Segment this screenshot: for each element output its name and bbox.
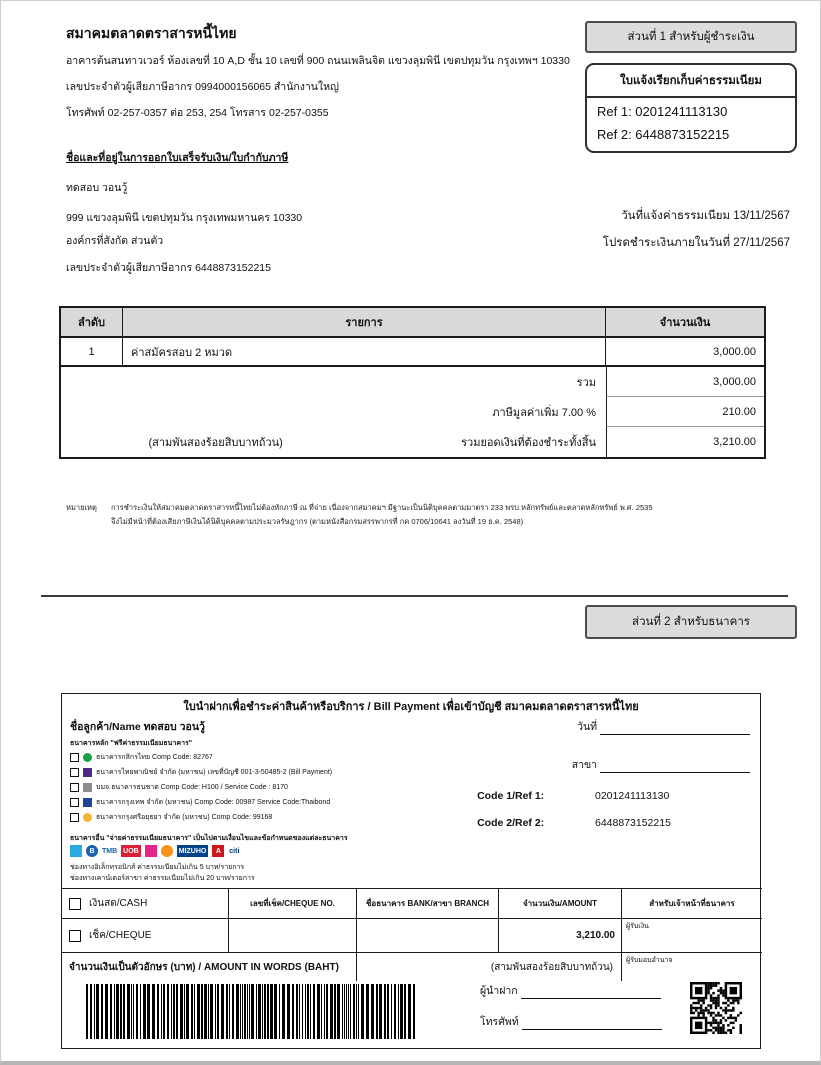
- customer-name: ทดสอบ วอนวู้: [143, 721, 205, 733]
- cheque-row: [61, 919, 762, 953]
- item-no: 1: [61, 338, 123, 365]
- summary-amount: 3,000.00: [606, 367, 764, 397]
- bank-logo: A: [212, 845, 224, 857]
- cash-cell: [61, 889, 229, 918]
- part2-badge: ส่วนที่ 2 สำหรับธนาคาร: [585, 605, 797, 639]
- cheque-cell: [61, 919, 229, 952]
- summary-row-vat: [61, 397, 764, 427]
- phone-field: [480, 1013, 662, 1030]
- main-bank-note: ธนาคารหลัก "ฟรีค่าธรรมเนียมธนาคาร": [70, 740, 193, 747]
- payment-method-table: [61, 888, 762, 981]
- bay-bank-logo: [161, 845, 173, 857]
- citi-bank-logo: citi: [229, 847, 240, 855]
- amount-header: จำนวนเงิน/AMOUNT: [499, 889, 622, 918]
- date-label: วันที่: [577, 721, 598, 733]
- tmb-bank-logo: TMB: [102, 847, 118, 855]
- footnote: [66, 501, 766, 530]
- amount-words-row: [61, 953, 762, 981]
- date-field: [577, 718, 750, 735]
- gsb-bank-logo: [145, 845, 157, 857]
- krungsri-bank-icon: [83, 813, 92, 822]
- cash-label: เงินสด/CASH: [89, 898, 148, 909]
- branch-blank-line: [600, 762, 750, 773]
- org-tax-id: เลขประจำตัวผู้เสียภาษีอากร 0994000156065 สำนักงานใหญ่: [66, 81, 339, 93]
- payer-section-title: ชื่อและที่อยู่ในการออกใบเสร็จรับเงิน/ใบกำกับภาษี: [66, 152, 289, 164]
- bank-branch-header: ชื่อธนาคาร BANK/สาขา BRANCH: [357, 889, 499, 918]
- item-description: ค่าสมัครสอบ 2 หมวด: [123, 338, 606, 365]
- bank-option-kasikorn: [70, 750, 332, 765]
- table-summary: [61, 367, 764, 457]
- summary-row-grand-total: [61, 427, 764, 457]
- mizuho-bank-logo: MIZUHO: [177, 845, 209, 857]
- payer-name: ทดสอบ วอนวู้: [66, 182, 128, 194]
- summary-amount: 210.00: [606, 397, 764, 427]
- summary-label: รวมยอดเงินที่ต้องชำระทั้งสิ้น: [461, 437, 596, 449]
- item-amount: 3,000.00: [713, 345, 756, 358]
- cheque-no-header: เลขที่เช็ค/CHEQUE NO.: [229, 889, 357, 918]
- date-blank-line: [600, 724, 750, 735]
- tear-divider-line: [41, 595, 788, 597]
- summary-label: รวม: [576, 377, 596, 389]
- code2-label: Code 2/Ref 2:: [477, 817, 545, 829]
- table-header-row: [61, 308, 764, 338]
- ref-box: [585, 63, 797, 153]
- summary-label: ภาษีมูลค่าเพิ่ม 7.00 %: [492, 407, 596, 419]
- bank-checkbox[interactable]: [70, 753, 79, 762]
- bank-checkbox[interactable]: [70, 783, 79, 792]
- payer-organization: องค์กรที่สังกัด ส่วนตัว: [66, 235, 164, 247]
- uob-bank-logo: UOB: [121, 845, 141, 857]
- depositor-field: [480, 982, 662, 999]
- fee-note-electronic: ช่องทางอิเล็กทรอนิกส์ ค่าธรรมเนียมไม่เกิน 5 บาท/รายการ: [70, 864, 245, 871]
- summary-amount: 3,210.00: [606, 427, 764, 457]
- bank-option-thanachart: [70, 780, 332, 795]
- amount-words-label: จำนวนเงินเป็นตัวอักษร (บาท) / AMOUNT IN WORDS (BAHT): [61, 953, 357, 981]
- officer-header: สำหรับเจ้าหน้าที่ธนาคาร: [649, 899, 735, 908]
- bank-option-label: บมจ.ธนาคารธนชาต Comp Code: H100 / Service Code : 8170: [96, 784, 288, 791]
- bank-option-label: ธนาคารกรุงเทพ จำกัด (มหาชน) Comp Code: 00987 Service Code:Thaibond: [96, 799, 331, 806]
- ref-box-title: ใบแจ้งเรียกเก็บค่าธรรมเนียม: [587, 65, 795, 98]
- krungthai-bank-logo: [70, 845, 82, 857]
- code1-label: Code 1/Ref 1:: [477, 790, 545, 802]
- bank-option-scb: [70, 765, 332, 780]
- cheque-label: เช็ค/CHEQUE: [89, 930, 152, 941]
- due-date: โปรดชำระเงินภายในวันที่ 27/11/2567: [602, 237, 790, 249]
- qr-code: [690, 982, 742, 1039]
- other-bank-note: ธนาคารอื่น "จ่ายค่าธรรมเนียมธนาคาร" เป็นไปตามเงื่อนไขและข้อกำหนดของแต่ละธนาคาร: [70, 835, 348, 842]
- code1-line: [477, 790, 700, 802]
- bank-option-krungsri: [70, 810, 332, 825]
- depositor-blank-line: [521, 988, 661, 999]
- footnote-label: หมายเหตุ: [66, 503, 97, 512]
- amount-value: 3,210.00: [499, 919, 622, 952]
- payer-address: 999 แขวงลุมพินี เขตปทุมวัน กรุงเทพมหานคร 10330: [66, 212, 303, 224]
- scb-bank-icon: [83, 768, 92, 777]
- receiver-label: ผู้รับเงิน: [626, 923, 649, 930]
- col-header-amount: จำนวนเงิน: [659, 317, 711, 329]
- cheque-checkbox[interactable]: [69, 930, 81, 942]
- cheque-no-value: [229, 919, 357, 952]
- authorized-label: ผู้รับมอบอำนาจ: [626, 957, 673, 964]
- branch-field: [572, 756, 750, 773]
- bank-checkbox[interactable]: [70, 798, 79, 807]
- payment-table-header-row: [61, 889, 762, 919]
- cash-checkbox[interactable]: [69, 898, 81, 910]
- other-bank-logos: [70, 845, 240, 857]
- summary-words: [61, 397, 370, 427]
- amount-words-value: (สามพันสองร้อยสิบบาทถ้วน): [357, 953, 622, 981]
- payment-barcode: [86, 984, 421, 1044]
- ref1-value: Ref 1: 0201241113130: [597, 104, 728, 119]
- col-header-description: รายการ: [123, 308, 606, 336]
- depositor-label: ผู้นำฝาก: [480, 985, 518, 997]
- bank-option-label: ธนาคารไทยพาณิชย์ จำกัด (มหาชน) เลขที่บัญชี 001-3-50485-2 (Bill Payment): [96, 769, 333, 776]
- bill-payment-title: ใบนำฝากเพื่อชำระค่าสินค้าหรือบริการ / Bill Payment เพื่อเข้าบัญชี สมาคมตลาดตราสารหนี้ไทย: [183, 701, 639, 713]
- fee-items-table: [59, 306, 766, 459]
- table-row: [61, 338, 764, 367]
- part1-badge: ส่วนที่ 1 สำหรับผู้ชำระเงิน: [585, 21, 797, 53]
- thanachart-bank-icon: [83, 783, 92, 792]
- footnote-text: [111, 501, 653, 530]
- footnote-line1: การชำระเงินให้สมาคมตลาดตราสารหนี้ไทยไม่ต้องหักภาษี ณ ที่จ่าย เนื่องจากสมาคมฯ มีฐานะเป็นนิติบุคคลตามมาตรา 233 พรบ.หลักทรัพย์และตลาดหลักทรัพย์ พ.ศ. 2535: [111, 503, 653, 512]
- bank-checkbox[interactable]: [70, 768, 79, 777]
- bank-option-bangkok-bank: [70, 795, 332, 810]
- phone-label: โทรศัพท์: [480, 1016, 519, 1028]
- summary-words: [61, 367, 370, 397]
- bank-options-list: [70, 750, 332, 825]
- code2-value: 6448873152215: [595, 817, 671, 829]
- footnote-line2: จึงไม่มีหน้าที่ต้องเสียภาษีเงินได้นิติบุคคลตามประมวลรัษฎากร (ตามหนังสือกรมสรรพากรที่ กค 0706/10641 ลงวันที่ 19 ธ.ค. 2548): [111, 517, 524, 527]
- col-header-no: ลำดับ: [61, 308, 123, 336]
- customer-label: ชื่อลูกค้า/Name: [70, 721, 141, 733]
- bank-option-label: ธนาคารกสิกรไทย Comp Code: 82767: [96, 754, 213, 761]
- fee-note-counter: ช่องทางเคาน์เตอร์สาขา ค่าธรรมเนียมไม่เกิน 20 บาท/รายการ: [70, 875, 255, 882]
- org-address: อาคารต้นสนทาวเวอร์ ห้องเลขที่ 10 A,D ชั้น 10 เลขที่ 900 ถนนเพลินจิต แขวงลุมพินี เขตปทุมวัน กรุงเทพฯ 10330: [66, 55, 570, 67]
- depositor-fields: [480, 982, 662, 1044]
- bank-checkbox[interactable]: [70, 813, 79, 822]
- phone-blank-line: [522, 1019, 662, 1030]
- amount-in-words: (สามพันสองร้อยสิบบาทถ้วน): [148, 437, 283, 449]
- bill-payment-box: [61, 693, 761, 1049]
- org-name: สมาคมตลาดตราสารหนี้ไทย: [66, 25, 237, 41]
- branch-label: สาขา: [571, 759, 598, 771]
- code2-line: [477, 817, 700, 829]
- code1-value: 0201241113130: [595, 790, 670, 802]
- notice-date: วันที่แจ้งค่าธรรมเนียม 13/11/2567: [621, 210, 790, 222]
- org-phone: โทรศัพท์ 02-257-0357 ต่อ 253, 254 โทรสาร 02-257-0355: [66, 107, 329, 119]
- kasikorn-bank-icon: [83, 753, 92, 762]
- payer-tax-id: เลขประจำตัวผู้เสียภาษีอากร 6448873152215: [66, 262, 271, 274]
- customer-line: [70, 718, 205, 735]
- bank-option-label: ธนาคารกรุงศรีอยุธยา จำกัด (มหาชน) Comp Code: 99168: [96, 814, 273, 821]
- bangkok-bank-icon: [83, 798, 92, 807]
- summary-row-total: [61, 367, 764, 397]
- bank-branch-value: [357, 919, 499, 952]
- bangkok-bank-logo: B: [86, 845, 98, 857]
- ref2-value: Ref 2: 6448873152215: [597, 127, 730, 142]
